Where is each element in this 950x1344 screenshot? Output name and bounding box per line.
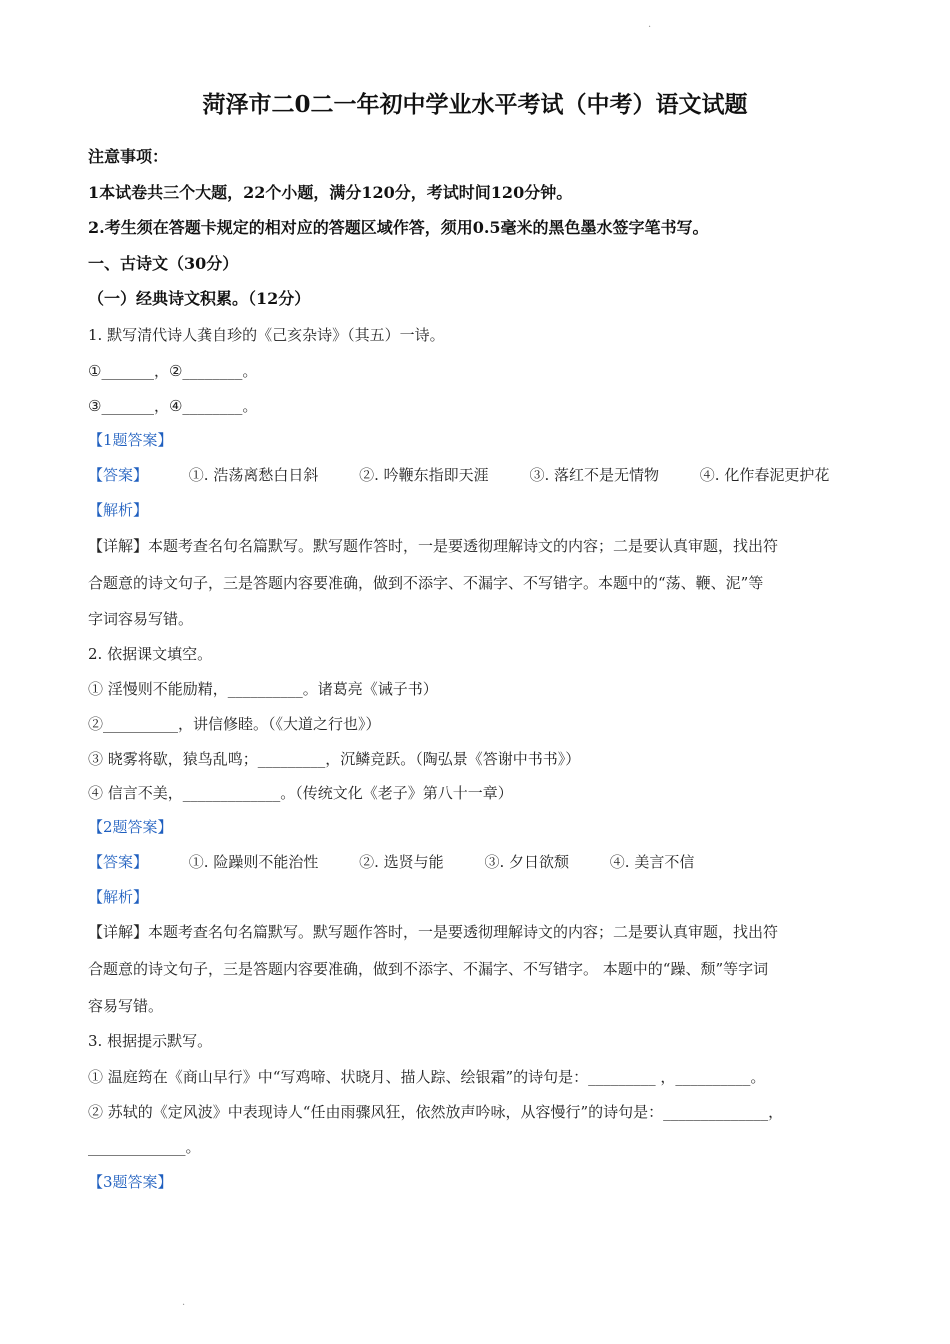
q2-detail-line-2: 合题意的诗文句子，三是答题内容要准确，做到不添字、不漏字、不写错字。 本题中的“躁、颓”等字词 xyxy=(88,960,769,978)
q2-analysis-heading: 【解析】 xyxy=(88,888,149,906)
answer-item: ③. 夕日欲颓 xyxy=(484,853,569,871)
answer-item: ①. 浩荡离愁白日斜 xyxy=(188,466,319,484)
detail-label: 【详解】 xyxy=(88,923,149,941)
q3-answer-heading: 【3题答案】 xyxy=(88,1173,173,1191)
subsection-heading: （一）经典诗文积累。（12分） xyxy=(88,289,311,308)
answer-item: ①. 险躁则不能治性 xyxy=(188,853,319,871)
answer-label: 【答案】 xyxy=(88,466,149,484)
q2-detail-line-1 xyxy=(88,922,868,942)
q1-answer-heading: 【1题答案】 xyxy=(88,431,173,449)
q1-detail-line-1 xyxy=(88,536,868,556)
page-title: 菏泽市二0二一年初中学业水平考试（中考）语文试题 xyxy=(202,91,748,118)
scan-mark: · xyxy=(182,1300,186,1311)
q1-detail-line-3: 字词容易写错。 xyxy=(88,610,194,628)
q1-detail-line-2: 合题意的诗文句子，三是答题内容要准确，做到不添字、不漏字、不写错字。本题中的“荡、鞭、泥”等 xyxy=(88,574,764,592)
q2-prompt: 2. 依据课文填空。 xyxy=(88,645,213,663)
answer-item: ③. 落红不是无情物 xyxy=(529,466,659,484)
detail-text: 本题考查名句名篇默写。默写题作答时，一是要透彻理解诗文的内容；二是要认真审题，找出符 xyxy=(148,923,779,941)
q1-analysis-heading: 【解析】 xyxy=(88,501,149,519)
q2-answer-heading: 【2题答案】 xyxy=(88,818,173,836)
q1-blank-line-2: ③_______，④________。 xyxy=(88,397,258,415)
q2-answer-row xyxy=(88,852,868,872)
q1-blank-line-1: ①_______，②________。 xyxy=(88,362,258,380)
q1-prompt: 1. 默写清代诗人龚自珍的《己亥杂诗》（其五）一诗。 xyxy=(88,326,445,344)
scan-mark: · xyxy=(648,22,652,33)
q2-detail-line-3: 容易写错。 xyxy=(88,997,164,1015)
detail-text: 本题考查名句名篇默写。默写题作答时，一是要透彻理解诗文的内容；二是要认真审题，找出符 xyxy=(148,537,779,555)
q3-item-2-line-2: _____________。 xyxy=(88,1138,201,1156)
q3-prompt: 3. 根据提示默写。 xyxy=(88,1032,213,1050)
detail-label: 【详解】 xyxy=(88,537,149,555)
answer-item: ②. 选贤与能 xyxy=(359,853,444,871)
q2-item-3: ③ 晓雾将歇，猿鸟乱鸣；_________，沉鳞竞跃。（陶弘景《答谢中书书》） xyxy=(88,750,581,768)
answer-label: 【答案】 xyxy=(88,853,149,871)
q1-answer-row xyxy=(88,465,868,485)
answer-item: ④. 美言不信 xyxy=(609,853,695,871)
notice-heading: 注意事项： xyxy=(88,147,169,166)
section-heading: 一、古诗文（30分） xyxy=(88,254,239,273)
q3-item-1: ① 温庭筠在《商山早行》中“写鸡啼、状晓月、描人踪、绘银霜”的诗句是：_________ ，__________。 xyxy=(88,1068,766,1086)
q2-item-4: ④ 信言不美，_____________。（传统文化《老子》第八十一章） xyxy=(88,784,513,802)
notice-item-1: 1本试卷共三个大题，22个小题，满分120分，考试时间120分钟。 xyxy=(88,183,573,202)
answer-item: ④. 化作春泥更护花 xyxy=(699,466,830,484)
q2-item-1: ① 淫慢则不能励精，__________。诸葛亮《诫子书） xyxy=(88,680,438,698)
answer-item: ②. 吟鞭东指即天涯 xyxy=(359,466,489,484)
notice-item-2: 2.考生须在答题卡规定的相对应的答题区域作答，须用0.5毫米的黑色墨水签字笔书写。 xyxy=(88,218,709,237)
q2-item-2: ②__________，讲信修睦。（《大道之行也》） xyxy=(88,715,381,733)
q3-item-2-line-1: ② 苏轼的《定风波》中表现诗人“任由雨骤风狂，依然放声吟咏，从容慢行”的诗句是：______________， xyxy=(88,1103,784,1121)
